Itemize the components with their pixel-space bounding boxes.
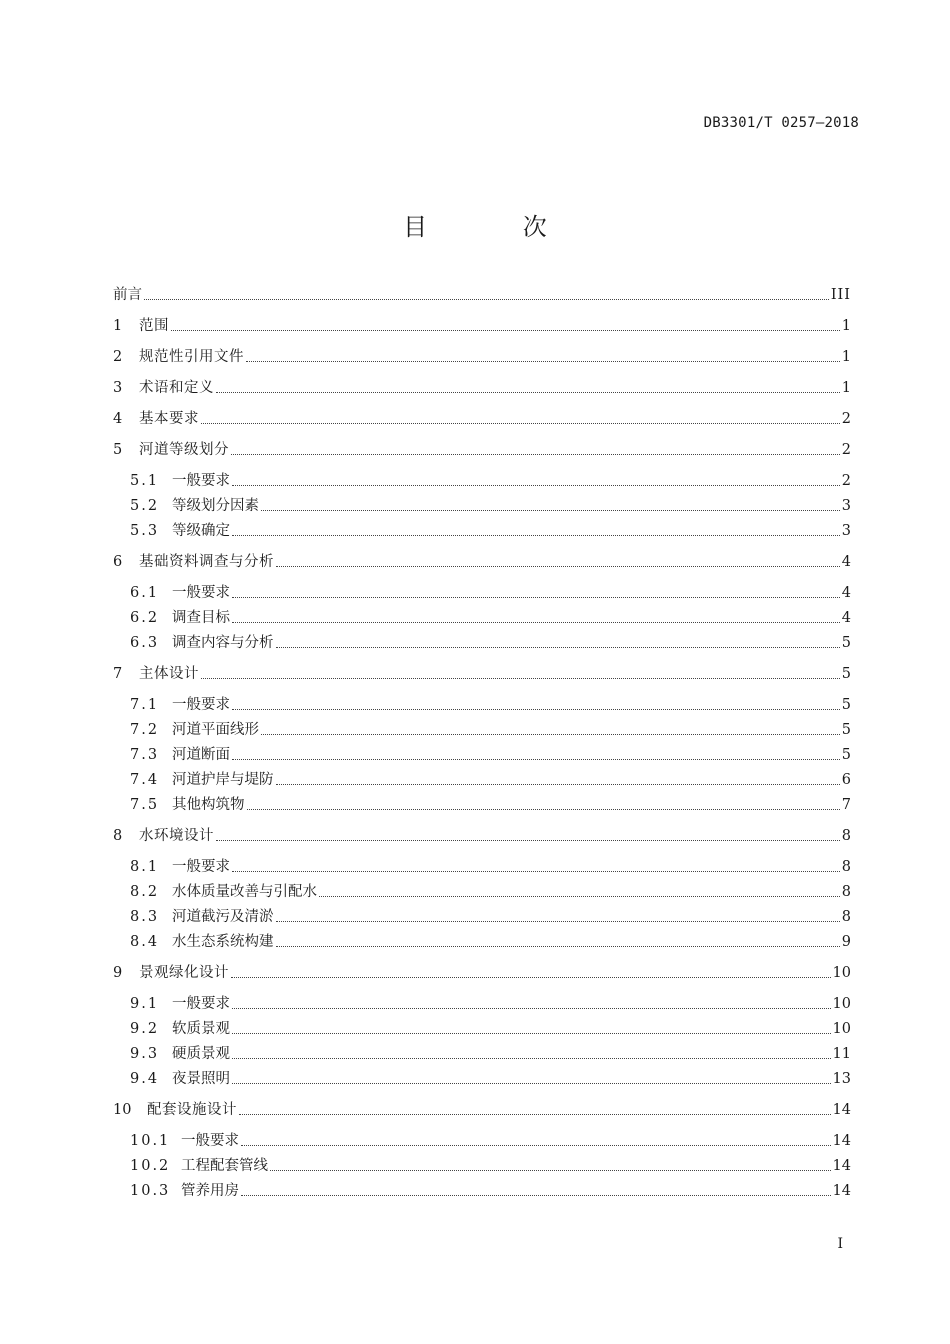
footer-page-number: I — [837, 1236, 843, 1252]
toc-entry-title: 一般要求 — [172, 996, 230, 1012]
toc-entry[interactable] — [130, 1180, 851, 1202]
toc-entry-number: 7.3 — [130, 747, 160, 763]
toc-leader-dots — [239, 1114, 831, 1115]
toc-entry-number: 9.1 — [130, 996, 160, 1012]
toc-entry[interactable] — [113, 315, 851, 337]
toc-entry-number: 9 — [113, 965, 123, 981]
toc-entry-number: 8.2 — [130, 884, 160, 900]
toc-entry-title: 配套设施设计 — [147, 1102, 237, 1118]
toc-entry-number: 6.3 — [130, 635, 160, 651]
toc-leader-dots — [201, 423, 840, 424]
toc-entry-page: 5 — [841, 666, 851, 682]
toc-entry-title: 软质景观 — [172, 1021, 230, 1037]
toc-entry-number: 1 — [113, 318, 123, 334]
toc-entry-title: 管养用房 — [181, 1183, 239, 1199]
toc-entry-number: 7 — [113, 666, 123, 682]
toc-leader-dots — [261, 510, 840, 511]
toc-entry[interactable] — [130, 1155, 851, 1177]
toc-entry-page: 7 — [841, 797, 851, 813]
toc-entry-page: 8 — [841, 828, 851, 844]
toc-entry-title: 景观绿化设计 — [139, 965, 229, 981]
toc-entry[interactable] — [113, 962, 851, 984]
toc-leader-dots — [216, 840, 840, 841]
toc-entry-page: 2 — [841, 473, 851, 489]
toc-entry-page: 5 — [841, 697, 851, 713]
toc-entry[interactable] — [113, 284, 851, 306]
toc-entry-page: 1 — [841, 349, 851, 365]
toc-leader-dots — [232, 597, 840, 598]
toc-entry-title: 基本要求 — [139, 411, 199, 427]
toc-entry[interactable] — [130, 906, 851, 928]
toc-entry-number: 7.4 — [130, 772, 160, 788]
toc-entry[interactable] — [113, 663, 851, 685]
toc-entry-number: 4 — [113, 411, 123, 427]
toc-entry-page: 11 — [832, 1046, 851, 1062]
toc-entry-page: 9 — [841, 934, 851, 950]
toc-entry-title: 一般要求 — [181, 1133, 239, 1149]
toc-entry-title: 术语和定义 — [139, 380, 214, 396]
document-code: DB3301/T 0257—2018 — [703, 115, 859, 131]
toc-entry-number: 2 — [113, 349, 123, 365]
toc-leader-dots — [276, 784, 840, 785]
toc-entry[interactable] — [113, 439, 851, 461]
toc-entry[interactable] — [113, 408, 851, 430]
toc-entry[interactable] — [113, 377, 851, 399]
toc-entry-title: 主体设计 — [139, 666, 199, 682]
toc-leader-dots — [232, 535, 840, 536]
toc-entry-page: 14 — [832, 1183, 851, 1199]
toc-entry-title: 夜景照明 — [172, 1071, 230, 1087]
toc-entry-title: 一般要求 — [172, 859, 230, 875]
toc-entry-title: 工程配套管线 — [181, 1158, 268, 1174]
toc-entry-page: III — [830, 287, 851, 303]
toc-entry[interactable] — [130, 856, 851, 878]
toc-entry[interactable] — [130, 1068, 851, 1090]
toc-entry-page: 3 — [841, 523, 851, 539]
toc-entry-title: 河道断面 — [172, 747, 230, 763]
toc-entry-title: 一般要求 — [172, 473, 230, 489]
toc-entry[interactable] — [130, 607, 851, 629]
toc-entry-page: 8 — [841, 859, 851, 875]
toc-entry-number: 8.1 — [130, 859, 160, 875]
toc-entry-title: 等级确定 — [172, 523, 230, 539]
toc-leader-dots — [232, 1033, 831, 1034]
toc-entry[interactable] — [130, 719, 851, 741]
toc-entry[interactable] — [113, 825, 851, 847]
toc-entry[interactable] — [130, 1043, 851, 1065]
toc-entry-page: 1 — [841, 318, 851, 334]
toc-entry-title: 水环境设计 — [139, 828, 214, 844]
toc-entry-number: 8.4 — [130, 934, 160, 950]
toc-entry-number: 10.1 — [130, 1133, 171, 1149]
toc-leader-dots — [232, 759, 840, 760]
toc-entry[interactable] — [130, 1130, 851, 1152]
toc-leader-dots — [319, 896, 840, 897]
toc-entry[interactable] — [130, 993, 851, 1015]
toc-leader-dots — [144, 299, 829, 300]
toc-entry-page: 6 — [841, 772, 851, 788]
toc-entry[interactable] — [130, 470, 851, 492]
toc-entry-page: 14 — [832, 1158, 851, 1174]
toc-entry-number: 10 — [113, 1102, 132, 1118]
toc-entry-number: 7.5 — [130, 797, 160, 813]
toc-leader-dots — [232, 1008, 831, 1009]
toc-entry-page: 4 — [841, 554, 851, 570]
toc-entry[interactable] — [113, 551, 851, 573]
toc-entry-page: 8 — [841, 909, 851, 925]
toc-leader-dots — [247, 809, 840, 810]
toc-leader-dots — [276, 647, 840, 648]
toc-entry-title: 水体质量改善与引配水 — [172, 884, 317, 900]
toc-entry-page: 4 — [841, 585, 851, 601]
toc-leader-dots — [231, 454, 840, 455]
toc-leader-dots — [246, 361, 840, 362]
toc-entry-number: 5 — [113, 442, 123, 458]
toc-leader-dots — [232, 485, 840, 486]
toc-entry-title: 硬质景观 — [172, 1046, 230, 1062]
toc-entry-title: 前言 — [113, 287, 142, 303]
toc-leader-dots — [241, 1195, 831, 1196]
toc-entry-title: 规范性引用文件 — [139, 349, 244, 365]
toc-entry[interactable] — [130, 520, 851, 542]
toc-entry-title: 河道平面线形 — [172, 722, 259, 738]
toc-leader-dots — [232, 622, 840, 623]
toc-entry-number: 5.3 — [130, 523, 160, 539]
toc-leader-dots — [241, 1145, 831, 1146]
toc-entry-title: 调查内容与分析 — [172, 635, 274, 651]
toc-entry-page: 10 — [832, 965, 851, 981]
toc-entry[interactable] — [130, 632, 851, 654]
toc-leader-dots — [171, 330, 840, 331]
toc-entry-title: 一般要求 — [172, 697, 230, 713]
toc-entry-page: 2 — [841, 411, 851, 427]
toc-leader-dots — [276, 921, 840, 922]
toc-entry-number: 6.1 — [130, 585, 160, 601]
toc-entry-page: 14 — [832, 1133, 851, 1149]
toc-entry-title: 河道护岸与堤防 — [172, 772, 274, 788]
toc-entry[interactable] — [130, 1018, 851, 1040]
toc-entry[interactable] — [130, 794, 851, 816]
toc-entry-page: 4 — [841, 610, 851, 626]
toc-entry-page: 1 — [841, 380, 851, 396]
toc-entry-title: 调查目标 — [172, 610, 230, 626]
toc-entry-title: 河道等级划分 — [139, 442, 229, 458]
toc-entry-number: 10.2 — [130, 1158, 171, 1174]
toc-entry-title: 等级划分因素 — [172, 498, 259, 514]
toc-entry[interactable] — [130, 744, 851, 766]
toc-entry-title: 基础资料调查与分析 — [139, 554, 274, 570]
toc-entry-title: 范围 — [139, 318, 169, 334]
toc-entry-page: 5 — [841, 722, 851, 738]
toc-entry[interactable] — [130, 769, 851, 791]
toc-entry-number: 7.2 — [130, 722, 160, 738]
toc-leader-dots — [216, 392, 840, 393]
toc-entry-number: 9.3 — [130, 1046, 160, 1062]
toc-leader-dots — [232, 1083, 831, 1084]
toc-entry-page: 2 — [841, 442, 851, 458]
toc-entry[interactable] — [130, 931, 851, 953]
toc-entry-number: 9.2 — [130, 1021, 160, 1037]
toc-entry[interactable] — [130, 582, 851, 604]
toc-entry-number: 8 — [113, 828, 123, 844]
toc-entry-number: 7.1 — [130, 697, 160, 713]
toc-entry-number: 5.2 — [130, 498, 160, 514]
toc-entry[interactable] — [113, 1099, 851, 1121]
toc-entry-title: 一般要求 — [172, 585, 230, 601]
toc-entry-page: 10 — [832, 996, 851, 1012]
toc-leader-dots — [201, 678, 840, 679]
toc-entry-number: 6 — [113, 554, 123, 570]
toc-entry-number: 6.2 — [130, 610, 160, 626]
toc-entry-number: 9.4 — [130, 1071, 160, 1087]
toc-entry-page: 3 — [841, 498, 851, 514]
toc-entry-page: 14 — [832, 1102, 851, 1118]
toc-entry-number: 3 — [113, 380, 123, 396]
toc-entry-number: 8.3 — [130, 909, 160, 925]
toc-title: 目 次 — [403, 213, 591, 241]
toc-entry-number: 10.3 — [130, 1183, 171, 1199]
toc-leader-dots — [261, 734, 840, 735]
toc-entry-number: 5.1 — [130, 473, 160, 489]
toc-entry-title: 河道截污及清淤 — [172, 909, 274, 925]
toc-entry[interactable] — [130, 495, 851, 517]
toc-leader-dots — [270, 1170, 831, 1171]
toc-leader-dots — [232, 709, 840, 710]
toc-entry-page: 10 — [832, 1021, 851, 1037]
toc-entry[interactable] — [113, 346, 851, 368]
toc-leader-dots — [231, 977, 831, 978]
toc-entry-page: 5 — [841, 635, 851, 651]
toc-entry-title: 其他构筑物 — [172, 797, 245, 813]
toc-leader-dots — [232, 1058, 831, 1059]
toc-entry-page: 13 — [832, 1071, 851, 1087]
toc-entry[interactable] — [130, 881, 851, 903]
toc-entry-page: 5 — [841, 747, 851, 763]
toc-leader-dots — [276, 566, 840, 567]
toc-leader-dots — [276, 946, 840, 947]
toc-entry-title: 水生态系统构建 — [172, 934, 274, 950]
toc-entry[interactable] — [130, 694, 851, 716]
toc-entry-page: 8 — [841, 884, 851, 900]
toc-leader-dots — [232, 871, 840, 872]
